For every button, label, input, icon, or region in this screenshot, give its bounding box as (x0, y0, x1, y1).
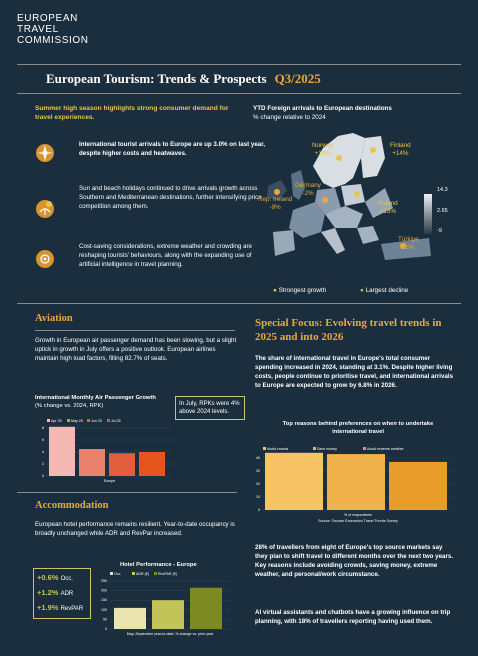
legend-label: RevPAR (€) (158, 572, 177, 576)
special-text-1: The share of international travel in Europe's total consumer spending increased in 2024, standing at 3.1%. Despite higher living costs, people continue to prioritise travel, and international arrivals to Europe are expected to grow by 6.8% in 2026. (255, 355, 454, 389)
x-axis-label: May–September year-to-date, % change vs. prior year (126, 632, 214, 636)
map-label-turkiye: Türkiye -1% (398, 236, 419, 251)
legend-swatch (87, 419, 90, 422)
stat-adr: +1.2% ADR (37, 588, 74, 597)
legend-label: ADR (€) (136, 572, 149, 576)
logo-line-2: TRAVEL (17, 24, 59, 35)
divider (35, 330, 235, 331)
compass-icon (34, 142, 56, 164)
y-tick-label: 250 (101, 579, 107, 583)
divider (17, 93, 461, 94)
hotel-stats-box (33, 568, 91, 619)
legend-label: Avoid crowds (267, 447, 289, 451)
legend-swatch (263, 447, 266, 450)
color-scale (424, 194, 432, 234)
legend-growth: ● Strongest growth (273, 287, 327, 294)
special-text-3: AI virtual assistants and chatbots have a growing influence on trip planning, with 18% of travellers reporting having used them. (255, 609, 451, 625)
y-tick-label: 2 (42, 462, 44, 466)
bullet-text: Sun and beach holidays continued to drive arrivals growth across Southern and Mediterranean destinations, further intensifying price competition among them. (79, 185, 262, 210)
hotel-chart-title: Hotel Performance - Europe (120, 562, 197, 568)
y-tick-label: 10 (256, 495, 260, 499)
page-title: European Tourism: Trends & Prospects Q3/2025 (46, 71, 321, 86)
bullet-text: Cost-saving considerations, extreme weather and crowding are reshaping tourists' behaviours, along with the expanding use of artificial intelligence in travel planning. (79, 243, 252, 268)
bar (265, 453, 323, 510)
y-tick-label: 150 (101, 598, 107, 603)
stat-revpar: +1.9% RevPAR (37, 603, 84, 612)
legend-swatch (313, 447, 316, 450)
legend-swatch (154, 572, 157, 575)
pin-icon: ● (273, 287, 277, 294)
legend-label: Occ (114, 572, 121, 576)
y-tick-label: 200 (101, 588, 107, 593)
aviation-chart (35, 418, 175, 484)
y-tick-label: 0 (105, 627, 107, 631)
special-heading: Special Focus: Evolving travel trends in 2025 and into 2026 (255, 317, 442, 343)
bar (114, 608, 146, 629)
bar (139, 452, 165, 476)
pin-icon: ● (360, 287, 364, 294)
legend-swatch (110, 572, 113, 575)
reasons-chart-title: Top reasons behind preferences on when to undertake international travel (282, 421, 434, 435)
bar (389, 462, 447, 510)
legend-label: May 25 (71, 419, 83, 423)
aviation-callout: In July, RPKs were 4% above 2024 levels. (175, 396, 245, 420)
x-axis-label: % of respondents (344, 513, 372, 517)
aviation-text: Growth in European air passenger demand has been slowing, but a slight uptick in growth in July offers a positive outlook. European airlines maintain high load factors, filling 82.7% of seats. (35, 337, 237, 362)
bar (79, 449, 105, 476)
legend-swatch (107, 419, 110, 422)
map-subtitle: % change relative to 2024 (253, 114, 326, 121)
bar (190, 588, 222, 629)
y-tick-label: 40 (256, 456, 260, 460)
reasons-chart (253, 446, 458, 530)
legend-label: Avoid extreme weather (367, 447, 404, 451)
scale-mid: 2.65 (437, 208, 448, 214)
divider (17, 64, 461, 65)
map-label-germany: Germany -2% (295, 182, 321, 197)
map-label-ireland: Rep. Ireland -9% (258, 196, 293, 211)
beach-icon (34, 198, 56, 220)
map-label-finland: Finland +14% (390, 142, 411, 157)
x-axis-label: Europe (103, 479, 116, 483)
legend-label: Jun 25 (91, 419, 102, 423)
bar (49, 427, 75, 476)
divider (17, 492, 237, 493)
y-tick-label: 50 (103, 617, 107, 622)
map-title (253, 104, 392, 122)
y-tick-label: 4 (42, 450, 44, 454)
legend-swatch (67, 419, 70, 422)
y-tick-label: 8 (42, 426, 44, 430)
legend-swatch (47, 419, 50, 422)
aviation-chart-title: International Monthly Air Passenger Growth (% change vs. 2024, RPK) (35, 395, 156, 409)
divider (17, 303, 461, 304)
logo-line-3: COMMISSION (17, 35, 89, 46)
legend-swatch (132, 572, 135, 575)
lead-text: Summer high season highlights strong consumer demand for travel experiences. (35, 105, 229, 121)
legend-decline: ● Largest decline (360, 287, 409, 294)
y-tick-label: 30 (256, 469, 260, 473)
y-tick-label: 0 (258, 508, 260, 512)
y-tick-label: 0 (42, 474, 44, 478)
ai-icon (34, 248, 56, 270)
accommodation-heading: Accommodation (35, 500, 109, 511)
y-tick-label: 20 (256, 482, 260, 486)
source-label: Source: Tourism Economics Travel Trends Survey (318, 519, 398, 523)
quarter-label: Q3/2025 (274, 71, 321, 86)
bar (327, 454, 385, 510)
scale-max: 14.3 (437, 187, 448, 193)
scale-min: -9 (437, 228, 442, 234)
y-tick-label: 6 (42, 438, 44, 442)
legend-label: Save money (317, 447, 337, 451)
logo (17, 13, 89, 46)
map-label-poland: Poland +13% (378, 200, 398, 215)
special-text-2: 28% of travellers from eight of Europe's top source markets say they plan to shift travel to different months over the next two years. Key reasons include avoiding crowds, saving money, extreme weather, and personal/work circumstance. (255, 544, 454, 578)
bullet-text: International tourist arrivals to Europe are up 3.0% on last year, despite higher costs and heatwaves. (79, 141, 266, 157)
bar (152, 600, 184, 629)
y-tick-label: 100 (101, 607, 107, 612)
hotel-chart (96, 571, 236, 641)
legend-label: Apr 25 (51, 419, 62, 423)
map-title-text: YTD Foreign arrivals to European destinations (253, 105, 392, 112)
accommodation-text: European hotel performance remains resilient. Year-to-date occupancy is broadly unchanged while ADR and RevPar increased. (35, 521, 235, 537)
legend-swatch (363, 447, 366, 450)
logo-line-1: EUROPEAN (17, 13, 78, 24)
map-label-norway: Norway +14% (312, 142, 334, 157)
aviation-heading: Aviation (35, 313, 73, 324)
legend-label: Jul 25 (111, 419, 121, 423)
stat-occ: +0.6% Occ. (37, 573, 73, 582)
bar (109, 453, 135, 476)
